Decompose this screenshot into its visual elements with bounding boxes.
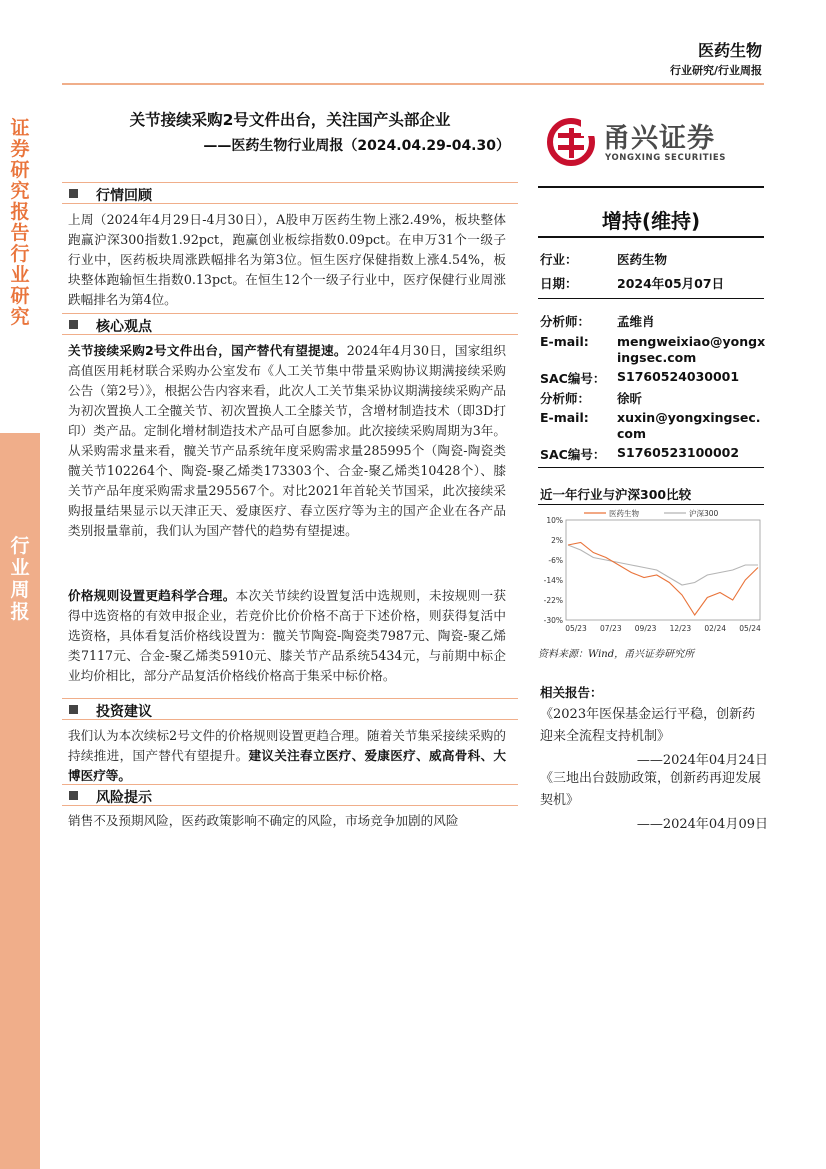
advice-text (68, 726, 506, 786)
chart-title: 近一年行业与沪深300比较 (540, 487, 692, 502)
industry-value: 医药生物 (617, 252, 668, 267)
core-p2-lead: 价格规则设置更趋科学合理。 (68, 588, 236, 603)
email2-value[interactable]: xuxin@yongxingsec.com (617, 410, 761, 441)
y-tick-label: 2% (551, 536, 563, 545)
related-report-1-date: ——2024年04月24日 (636, 753, 768, 768)
section-header-market (62, 182, 518, 204)
core-p1-lead: 关节接续采购2号文件出台，国产替代有望提速。 (68, 343, 347, 358)
rating: 增持(维持) (601, 209, 701, 233)
y-tick-label: 10% (546, 516, 563, 525)
analyst2-label: 分析师： (540, 391, 591, 406)
info-rule (538, 298, 764, 299)
side-band-label: 行业周报 (10, 535, 30, 623)
legend-label: 沪深300 (689, 509, 719, 518)
side-bar (0, 100, 40, 1169)
chart-svg (536, 502, 766, 642)
logo-mark-icon (545, 116, 597, 168)
header-subcategory: 行业研究/行业周报 (669, 64, 762, 77)
info-bottom-rule (538, 467, 764, 468)
date-value: 2024年05月07日 (617, 276, 725, 291)
y-tick-label: -22% (543, 596, 563, 605)
header-divider (62, 83, 764, 85)
y-tick-label: -14% (543, 576, 563, 585)
core-p1-text: 2024年4月30日，国家组织高值医用耗材联合采购办公室发布《人工关节集中带量采购协议期满接续采购公告（第2号）》，根据公告内容来看，此次人工关节集采协议期满接续采购产品为初次置换人工全髋关节、初次置换人工全膝关节，含增材制造技术（即3D打印）类产品。定制化增材制造技术产品可自愿参加。此次接续采购周期为3年。从采购需求量来看，髋关节产品系统年度采购需求量285995个（陶瓷-陶瓷类髋关节102264个、陶瓷-聚乙烯类173303个、合金-聚乙烯类10428个）、膝关节产品年度采购需求量295567个。对比2021年首轮关节国采，此次接续采购报量结果显示以天津正天、爱康医疗、春立医疗等为主的国产企业在各产品类别报量靠前，我们认为国产替代的趋势有望提速。 (68, 343, 507, 538)
advice-body: 我们认为本次续标2号文件的价格规则设置更趋合理。随着关节集采接续采购的持续推进，国产替代有望提升。 (68, 728, 506, 763)
section-square-icon (69, 320, 78, 329)
company-logo (545, 114, 757, 170)
section-header-core (62, 313, 518, 335)
analyst2-name: 徐昕 (617, 391, 643, 406)
header-category: 医药生物 (697, 41, 762, 60)
rating-bottom-rule (538, 236, 764, 238)
related-title: 相关报告： (540, 685, 603, 700)
section-title-market: 行情回顾 (96, 188, 152, 204)
analyst1-name: 孟维肖 (617, 314, 655, 329)
x-tick-label: 02/24 (704, 624, 727, 633)
logo-english: YONGXING SECURITIES (605, 153, 726, 163)
x-tick-label: 12/23 (669, 624, 692, 633)
sac1-value: S1760524030001 (617, 369, 740, 384)
section-title-core: 核心观点 (96, 319, 152, 335)
report-subtitle: ——医药生物行业周报（2024.04.29-04.30） (203, 138, 510, 154)
risk-text: 销售不及预期风险，医药政策影响不确定的风险，市场竞争加剧的风险 (68, 813, 459, 828)
core-paragraph-2 (68, 586, 506, 686)
logo-name: 甬兴证券 (603, 123, 715, 154)
side-band (0, 433, 40, 1169)
section-square-icon (69, 189, 78, 198)
sac2-label: SAC编号： (540, 447, 606, 462)
legend-label: 医药生物 (609, 509, 639, 518)
sac2-value: S1760523100002 (617, 445, 740, 460)
section-title-advice: 投资建议 (96, 704, 152, 720)
section-header-risk (62, 784, 518, 806)
series-line (568, 543, 758, 616)
y-tick-label: -6% (548, 556, 563, 565)
x-tick-label: 05/24 (739, 624, 761, 633)
section-title-risk: 风险提示 (96, 790, 152, 806)
section-square-icon (69, 705, 78, 714)
advice-bold: 建议关注春立医疗、爱康医疗、威高骨科、大博医疗等。 (68, 748, 507, 783)
rating-top-rule (538, 186, 764, 188)
side-report-label: 证券研究报告 行业研究 (10, 117, 30, 328)
x-tick-label: 05/23 (565, 624, 587, 633)
related-report-2-date: ——2024年04月09日 (636, 817, 768, 832)
x-tick-label: 09/23 (634, 624, 657, 633)
related-report-1[interactable]: 《2023年医保基金运行平稳，创新药迎来全流程支持机制》 (540, 707, 756, 744)
email1-value[interactable]: mengweixiao@yongxingsec.com (617, 334, 766, 365)
analyst1-label: 分析师： (540, 314, 591, 329)
y-tick-label: -30% (543, 616, 563, 625)
date-label: 日期： (540, 276, 578, 291)
x-tick-label: 07/23 (599, 624, 622, 633)
sac1-label: SAC编号： (540, 371, 606, 386)
report-title: 关节接续采购2号文件出台，关注国产头部企业 (129, 111, 451, 129)
chart-source: 资料来源：Wind，甬兴证券研究所 (538, 649, 695, 660)
section-square-icon (69, 791, 78, 800)
comparison-chart (536, 502, 766, 642)
section-header-advice (62, 698, 518, 720)
industry-label: 行业： (540, 252, 578, 267)
related-report-2[interactable]: 《三地出台鼓励政策，创新药再迎发展契机》 (540, 771, 762, 808)
core-paragraph-1 (68, 341, 506, 541)
core-p2-text: 本次关节续约设置复活中选规则，未按规则一获得中选资格的有效申报企业，若竞价比价价格不高于下述价格，则获得复活中选资格，具体看复活价格线设置为：髋关节陶瓷-陶瓷类7987元、陶瓷-聚乙烯类7117元、合金-聚乙烯类5910元、膝关节产品系统5434元，与前期中标企业均价相比，部分产品复活价格线价格高于集采中标价格。 (68, 588, 507, 683)
market-review-text: 上周（2024年4月29日-4月30日），A股申万医药生物上涨2.49%，板块整体跑赢沪深300指数1.92pct，跑赢创业板综指数0.09pct。在申万31个一级子行业中，医药板块周涨跌幅排名为第3位。恒生医疗保健指数上涨4.54%，板块整体跑输恒生指数0.13pct。在恒生12个一级子行业中，医疗保健行业周涨跌幅排名为第4位。 (68, 212, 506, 307)
email1-label: E-mail: (540, 334, 589, 349)
email2-label: E-mail: (540, 410, 589, 425)
